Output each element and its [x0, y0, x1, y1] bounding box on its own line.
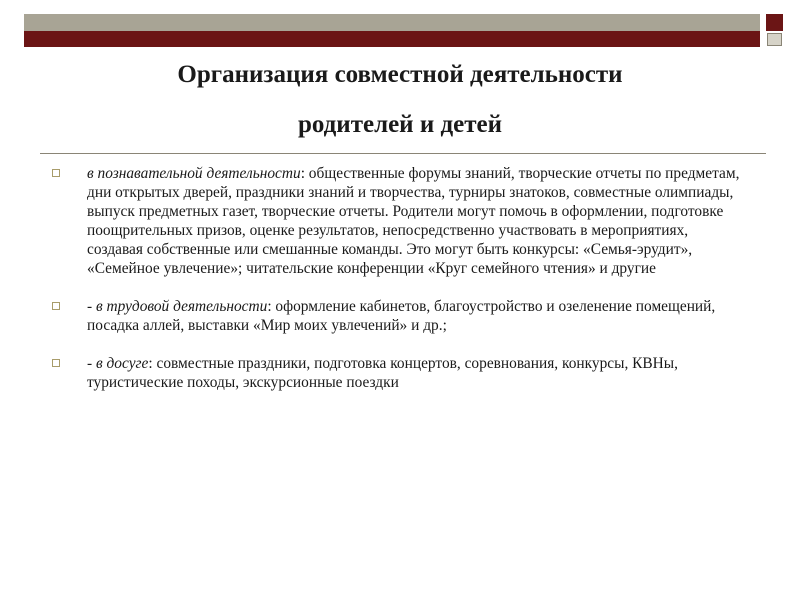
item-text: : общественные форумы знаний, творческие отчеты по предметам, дни открытых дверей, праздники знаний и творчества, турниры знатоков, совместные олимпиады, выпуск предметных газет, творческие отчеты. Родители могут помочь в оформлении, подготовке поощрительных призов, оценке результатов, непосредственно участвовать в мероприятиях, создавая собственные или смешанные команды. Это могут быть конкурсы: «Семья-эрудит», «Семейное увлечение»; читательские конференции «Круг семейного чтения» и другие	[87, 165, 740, 277]
header-bar-red	[24, 31, 760, 47]
item-emphasis: в трудовой деятельности	[95, 298, 268, 315]
slide-title-line2: родителей и детей	[297, 111, 503, 138]
square-bullet-icon	[52, 169, 60, 177]
item-emphasis: в познавательной деятельности	[87, 165, 301, 182]
list-item	[40, 354, 740, 392]
item-text: : совместные праздники, подготовка концертов, соревнования, конкурсы, КВНы, туристические походы, экскурсионные поездки	[87, 355, 678, 391]
square-bullet-icon	[52, 302, 60, 310]
list-item	[40, 164, 740, 278]
corner-square-dark	[766, 14, 783, 31]
header-bar-gray	[24, 14, 760, 31]
list-item	[40, 297, 740, 335]
item-prefix: -	[87, 298, 96, 315]
corner-square-outline	[767, 33, 782, 46]
item-text: : оформление кабинетов, благоустройство и озеленение помещений, посадка аллей, выставки «Мир моих увлечений» и др.;	[87, 298, 716, 334]
bullet-list	[40, 164, 740, 411]
title-divider	[40, 153, 766, 154]
square-bullet-icon	[52, 359, 60, 367]
slide-title-line1: Организация совместной деятельности	[177, 61, 623, 88]
item-prefix: -	[87, 355, 96, 372]
item-emphasis: в досуге	[95, 355, 149, 372]
